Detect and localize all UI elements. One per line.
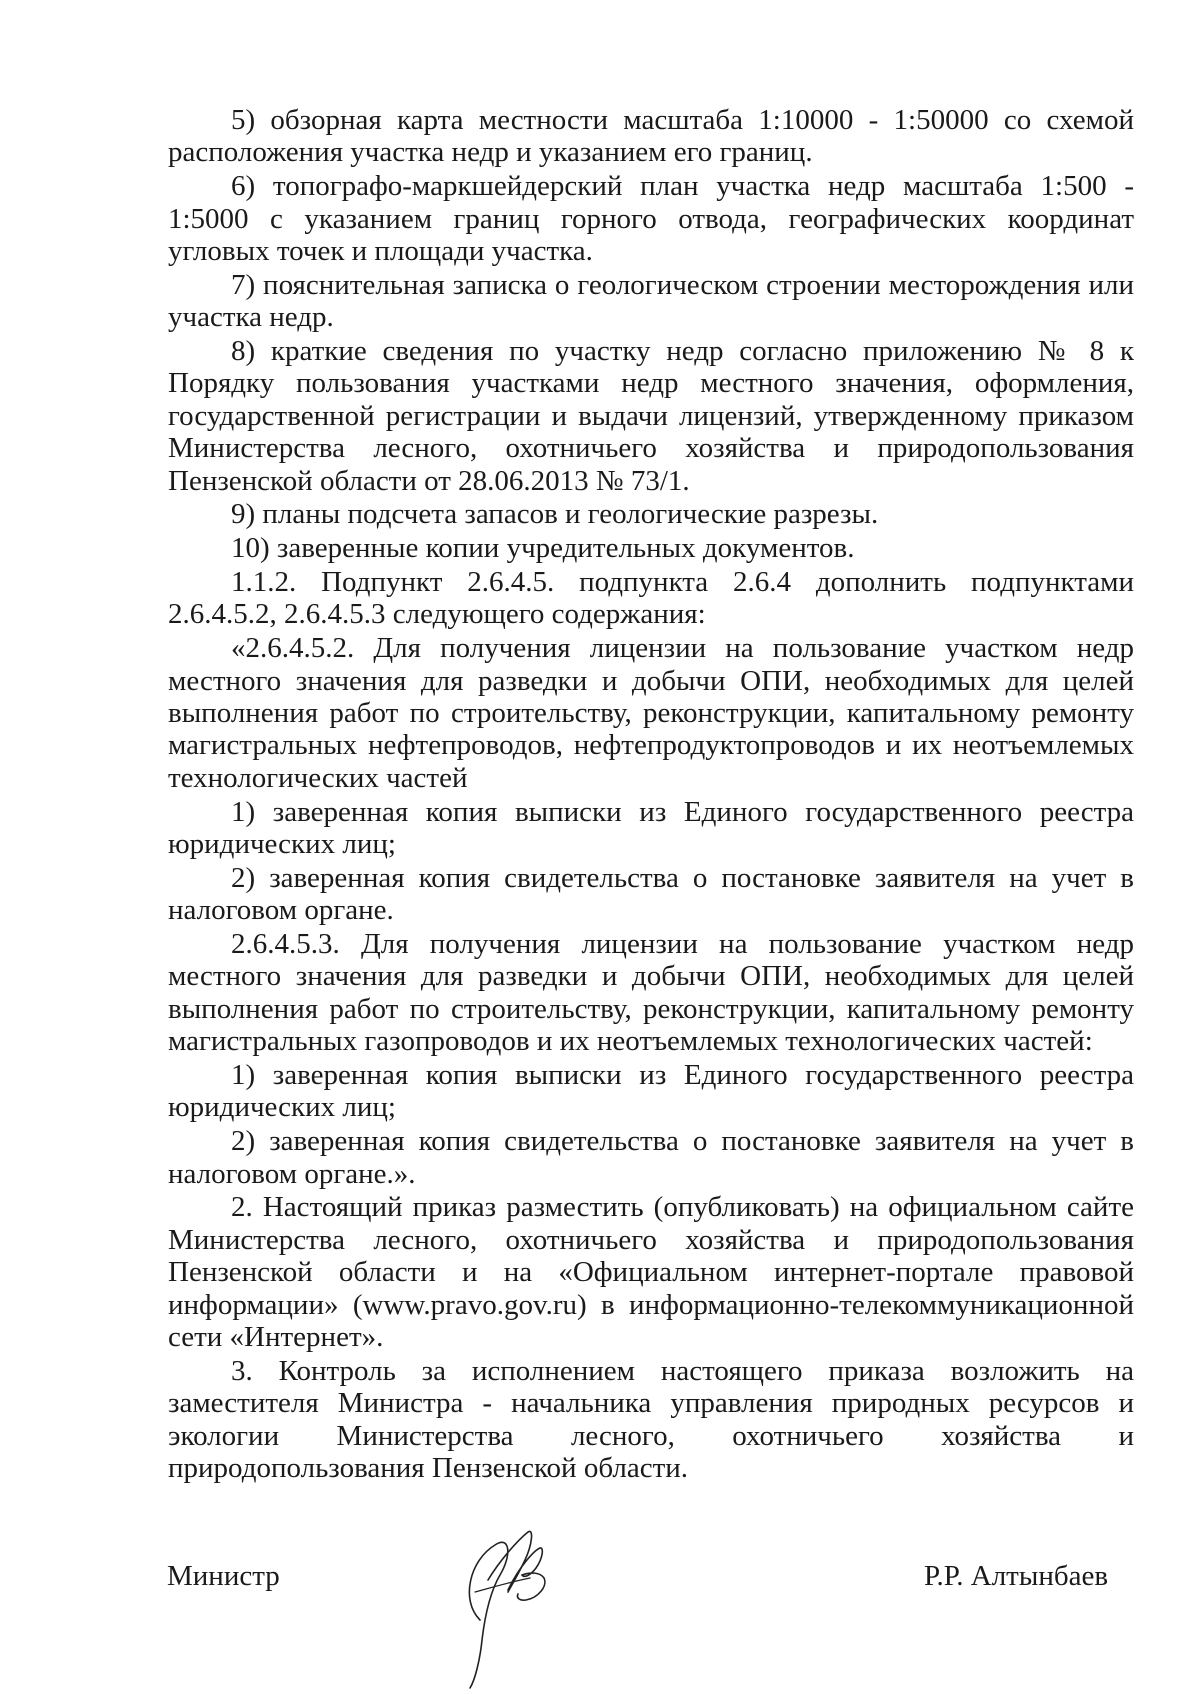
paragraph-item-9: 9) планы подсчета запасов и геологические разрезы. xyxy=(231,498,879,531)
paragraph-item-6: 6) топографо-маркшейдерский план участка недр масштаба 1:500 - 1:5000 с указанием границ горного отвода, географических координат угловых точек и площади участка. xyxy=(168,170,1134,268)
paragraph-item-8: 8) краткие сведения по участку недр согласно приложению № 8 к Порядку пользования участками недр местного значения, оформления, государственной регистрации и выдачи лицензий, утвержденному приказом Министерства лесного, охотничьего хозяйства и природопользования Пензенской области от 28.06.2013 № 73/1. xyxy=(168,335,1134,497)
paragraph-2-6-4-5-3-item-2: 2) заверенная копия свидетельства о постановке заявителя на учет в налоговом органе.». xyxy=(168,1125,1134,1190)
handwritten-signature xyxy=(440,1520,570,1690)
paragraph-2-6-4-5-3: 2.6.4.5.3. Для получения лицензии на пользование участком недр местного значения для разведки и добычи ОПИ, необходимых для целей выполнения работ по строительству, реконструкции, капитальному ремонту магистральных газопроводов и их неотъемлемых технологических частей: xyxy=(168,928,1134,1058)
signatory-title: Министр xyxy=(167,1560,280,1592)
signatory-name: Р.Р. Алтынбаев xyxy=(924,1560,1109,1592)
paragraph-2-6-4-5-2-item-1: 1) заверенная копия выписки из Единого государственного реестра юридических лиц; xyxy=(168,795,1134,861)
paragraph-item-10: 10) заверенные копии учредительных документов. xyxy=(231,532,855,565)
paragraph-section-2: 2. Настоящий приказ разместить (опубликовать) на официальном сайте Министерства лесного, охотничьего хозяйства и природопользования Пензенской области и на «Официальном интернет-портале правовой информации» (www.pravo.gov.ru) в информационно-телекоммуникационной сети «Интернет». xyxy=(168,1191,1134,1354)
document-body xyxy=(168,104,1134,1486)
paragraph-item-7: 7) пояснительная записка о геологическом строении месторождения или участка недр. xyxy=(168,268,1134,334)
paragraph-1-1-2: 1.1.2. Подпункт 2.6.4.5. подпункта 2.6.4 дополнить подпунктами 2.6.4.5.2, 2.6.4.5.3 следующего содержания: xyxy=(168,566,1134,631)
paragraph-2-6-4-5-2-item-2: 2) заверенная копия свидетельства о постановке заявителя на учет в налоговом органе. xyxy=(168,861,1134,927)
paragraph-item-5: 5) обзорная карта местности масштаба 1:10000 - 1:50000 со схемой расположения участка недр и указанием его границ. xyxy=(168,104,1134,169)
paragraph-section-3: 3. Контроль за исполнением настоящего приказа возложить на заместителя Министра - начальника управления природных ресурсов и экологии Министерства лесного, охотничьего хозяйства и природопользования Пензенской области. xyxy=(168,1354,1134,1485)
paragraph-2-6-4-5-3-item-1: 1) заверенная копия выписки из Единого государственного реестра юридических лиц; xyxy=(168,1059,1134,1124)
paragraph-2-6-4-5-2: «2.6.4.5.2. Для получения лицензии на пользование участком недр местного значения для разведки и добычи ОПИ, необходимых для целей выполнения работ по строительству, реконструкции, капитальному ремонту магистральных нефтепроводов, нефтепродуктопроводов и их неотъемлемых технологических частей xyxy=(168,632,1134,794)
